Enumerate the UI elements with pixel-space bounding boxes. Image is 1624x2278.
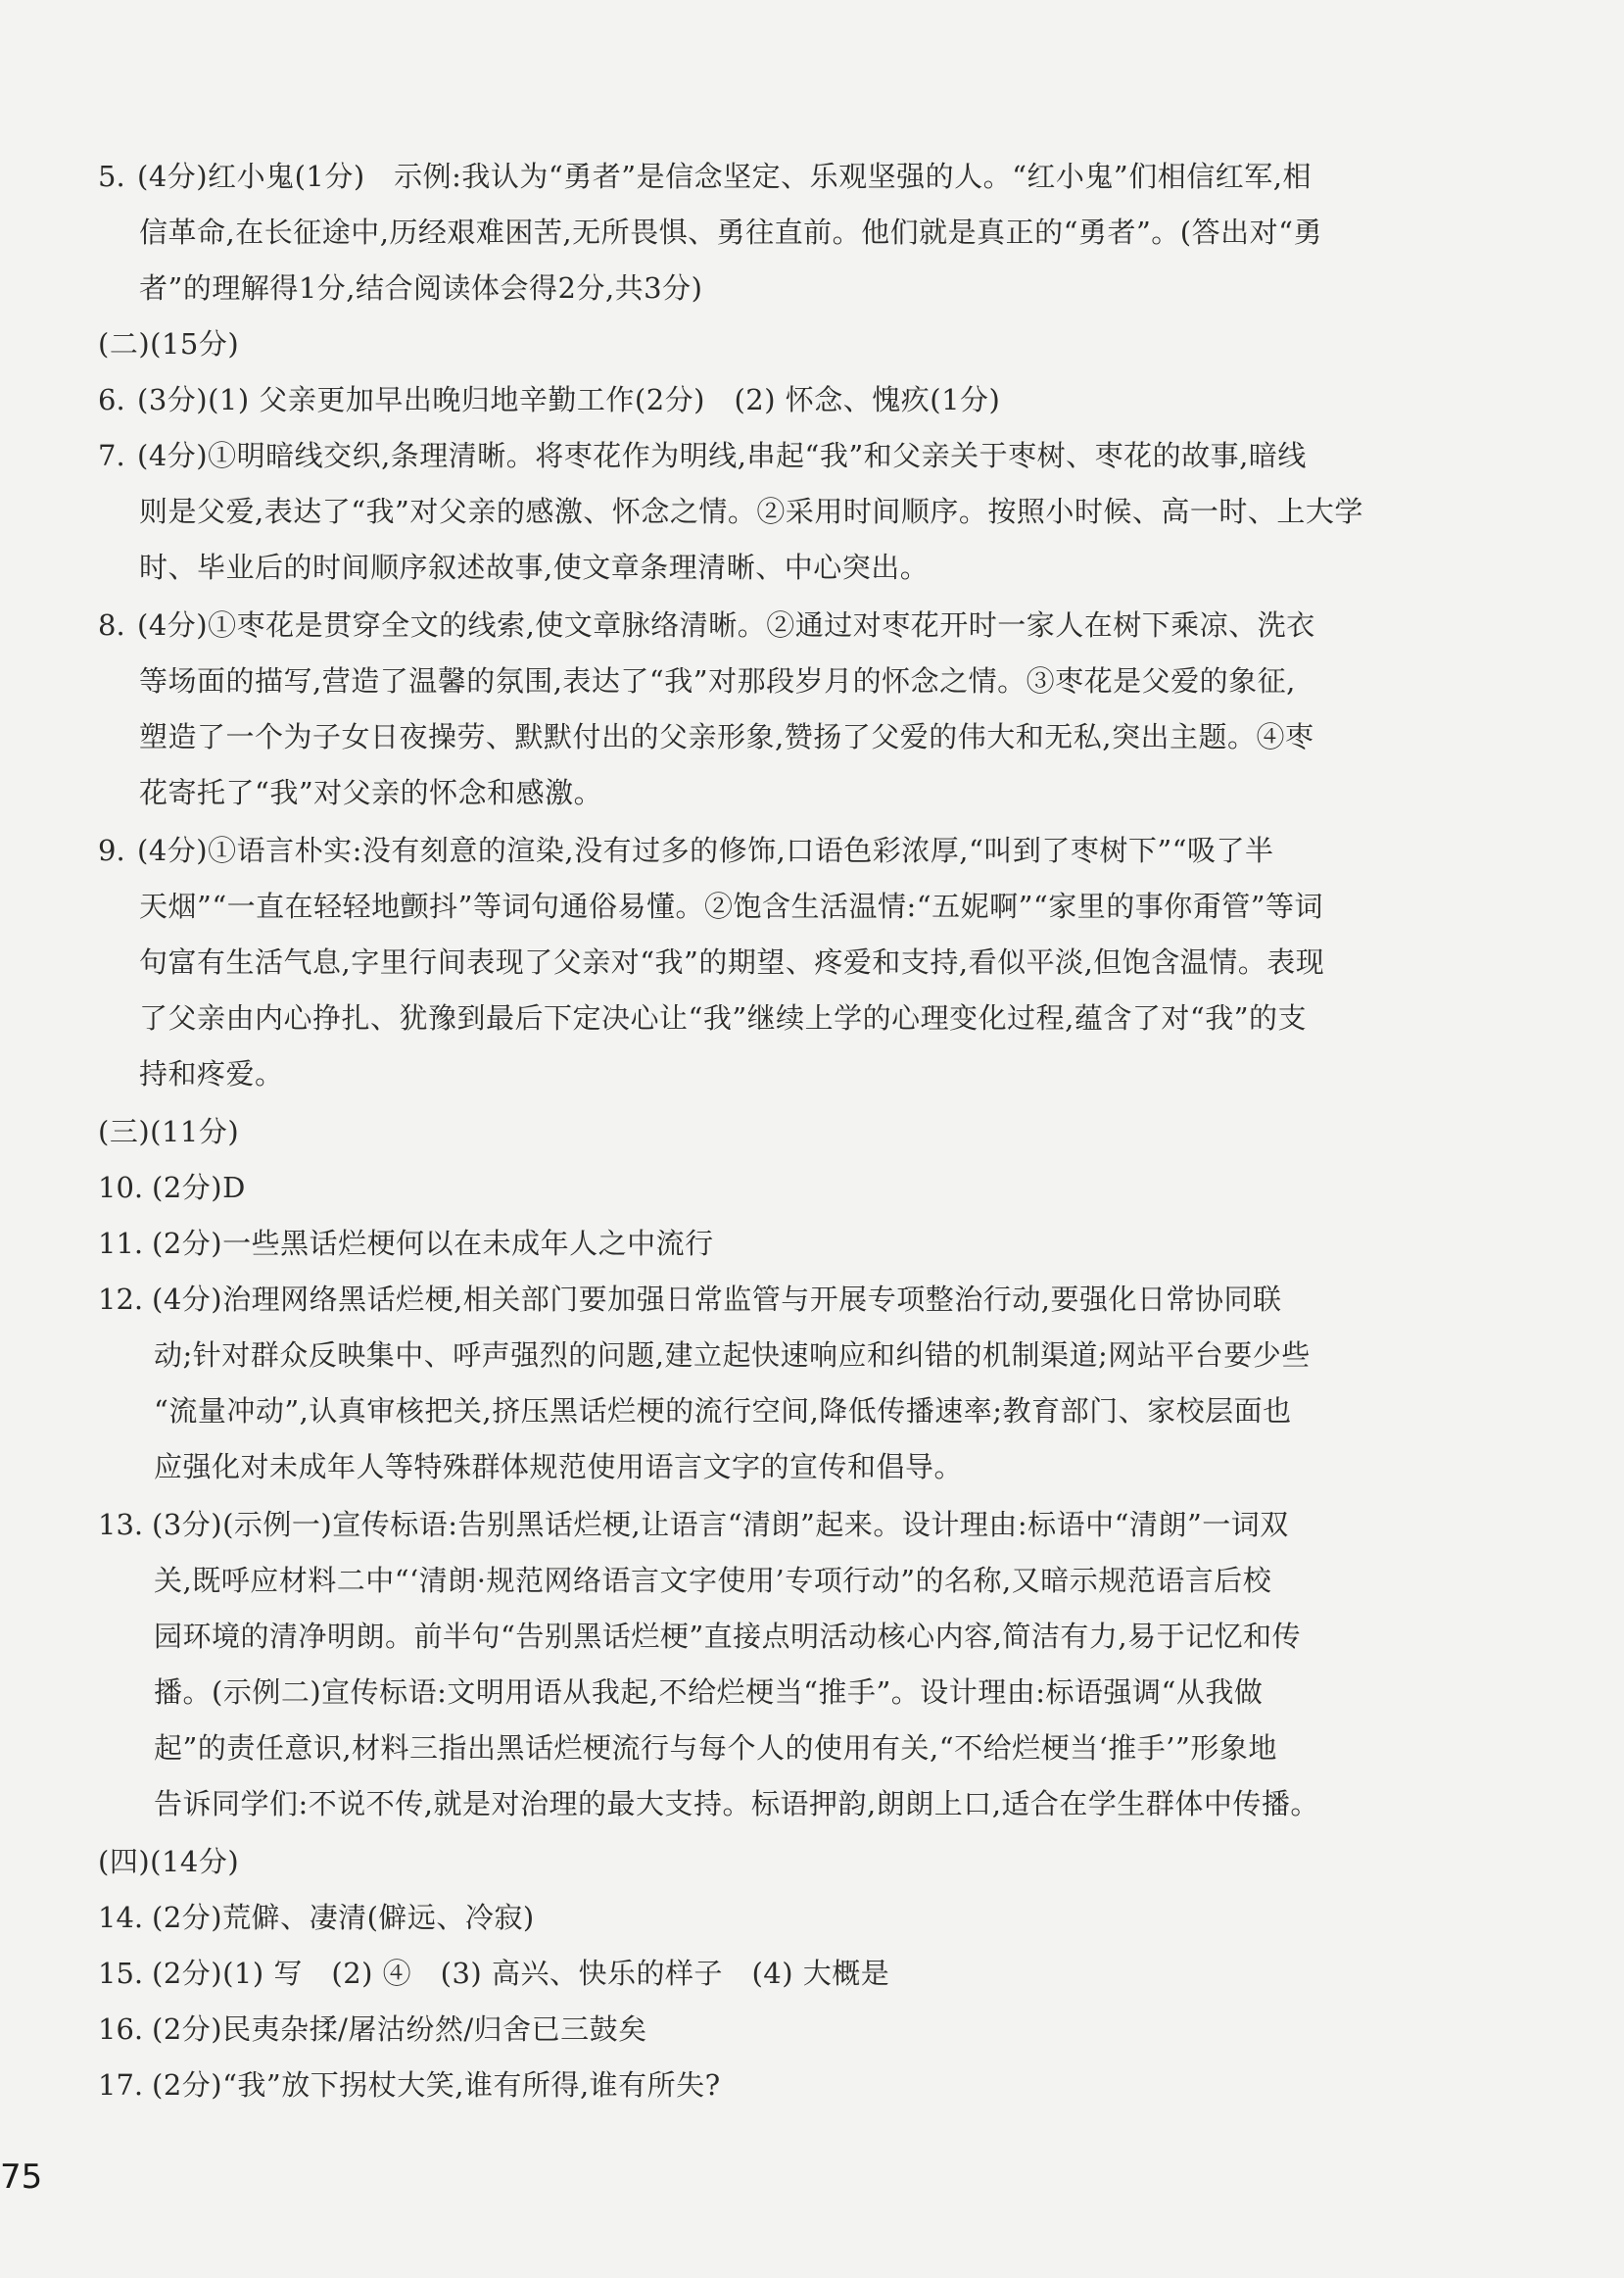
answer-line: 则是父爱,表达了“我”对父亲的感激、怀念之情。②采用时间顺序。按照小时候、高一时、上大学 [139,495,1363,528]
answer-line: 动;针对群众反映集中、呼声强烈的问题,建立起快速响应和纠错的机制渠道;网站平台要少些 [154,1338,1311,1372]
item-number: 15. [98,1957,144,1990]
answer-line: 了父亲由内心挣扎、犹豫到最后下定决心让“我”继续上学的心理变化过程,蕴含了对“我”的支 [139,1001,1308,1035]
item-number: 9. [98,834,125,867]
item-number: 14. [98,1901,144,1934]
answer-line: 花寄托了“我”对父亲的怀念和感激。 [139,776,603,809]
item-number: 13. [98,1508,144,1541]
answer-line: 园环境的清净明朗。前半句“告别黑话烂梗”直接点明活动核心内容,简洁有力,易于记忆和传 [154,1620,1302,1653]
section-heading: (三)(11分) [98,1115,240,1148]
page-number: 75 [0,2157,43,2197]
answer-line: 起”的责任意识,材料三指出黑话烂梗流行与每个人的使用有关,“不给烂梗当‘推手’”形象地 [154,1731,1277,1765]
item-number: 12. [98,1283,144,1316]
answer-line: 告诉同学们:不说不传,就是对治理的最大支持。标语押韵,朗朗上口,适合在学生群体中传播。 [154,1787,1319,1820]
answer-line: (2分)D [152,1171,246,1204]
answer-line: 塑造了一个为子女日夜操劳、默默付出的父亲形象,赞扬了父爱的伟大和无私,突出主题。④枣 [139,720,1314,753]
answer-line: 持和疼爱。 [139,1057,284,1091]
answer-line: (4分)红小鬼(1分) 示例:我认为“勇者”是信念坚定、乐观坚强的人。“红小鬼”们相信红军,相 [137,160,1312,193]
answer-line: (3分)(1) 父亲更加早出晚归地辛勤工作(2分) (2) 怀念、愧疚(1分) [137,383,1001,416]
answer-line: 信革命,在长征途中,历经艰难困苦,无所畏惧、勇往直前。他们就是真正的“勇者”。(答出对“勇 [139,216,1322,249]
answer-line: (2分)荒僻、凄清(僻远、冷寂) [152,1901,535,1934]
item-number: 5. [98,160,125,193]
answer-line: (2分)(1) 写 (2) ④ (3) 高兴、快乐的样子 (4) 大概是 [152,1957,890,1990]
answer-line: (2分)民夷杂揉/屠沽纷然/归舍已三鼓矣 [152,2012,647,2046]
answer-line: (4分)①语言朴实:没有刻意的渲染,没有过多的修饰,口语色彩浓厚,“叫到了枣树下”“吸了半 [137,834,1274,867]
answer-line: 关,既呼应材料二中“‘清朗·规范网络语言文字使用’专项行动”的名称,又暗示规范语言后校 [154,1564,1272,1597]
answer-line: 应强化对未成年人等特殊群体规范使用语言文字的宣传和倡导。 [154,1450,964,1483]
section-heading: (四)(14分) [98,1845,240,1878]
answer-line: (3分)(示例一)宣传标语:告别黑话烂梗,让语言“清朗”起来。设计理由:标语中“清朗”一词双 [152,1508,1289,1541]
item-number: 7. [98,439,125,472]
answer-line: (4分)①明暗线交织,条理清晰。将枣花作为明线,串起“我”和父亲关于枣树、枣花的故事,暗线 [137,439,1307,472]
answer-line: “流量冲动”,认真审核把关,挤压黑话烂梗的流行空间,降低传播速率;教育部门、家校层面也 [154,1394,1292,1428]
answer-line: 天烟”“一直在轻轻地颤抖”等词句通俗易懂。②饱含生活温情:“五妮啊”“家里的事你甭管”等词 [139,890,1324,923]
answer-line: (2分)一些黑话烂梗何以在未成年人之中流行 [152,1227,714,1260]
item-number: 17. [98,2068,144,2102]
item-number: 6. [98,383,125,416]
answer-line: 者”的理解得1分,结合阅读体会得2分,共3分) [139,271,703,305]
answer-line: (4分)治理网络黑话烂梗,相关部门要加强日常监管与开展专项整治行动,要强化日常协同联 [152,1283,1282,1316]
section-heading: (二)(15分) [98,327,240,361]
answer-line: (2分)“我”放下拐杖大笑,谁有所得,谁有所失? [152,2068,721,2102]
answer-line: 播。(示例二)宣传标语:文明用语从我起,不给烂梗当“推手”。设计理由:标语强调“从我做 [154,1675,1264,1709]
answer-line: 等场面的描写,营造了温馨的氛围,表达了“我”对那段岁月的怀念之情。③枣花是父爱的象征, [139,664,1296,698]
answer-line: (4分)①枣花是贯穿全文的线索,使文章脉络清晰。②通过对枣花开时一家人在树下乘凉、洗衣 [137,608,1315,642]
item-number: 10. [98,1171,144,1204]
item-number: 16. [98,2012,144,2046]
answer-line: 句富有生活气息,字里行间表现了父亲对“我”的期望、疼爱和支持,看似平淡,但饱含温情。表现 [139,945,1325,979]
item-number: 8. [98,608,125,642]
answer-line: 时、毕业后的时间顺序叙述故事,使文章条理清晰、中心突出。 [139,551,930,584]
item-number: 11. [98,1227,144,1260]
